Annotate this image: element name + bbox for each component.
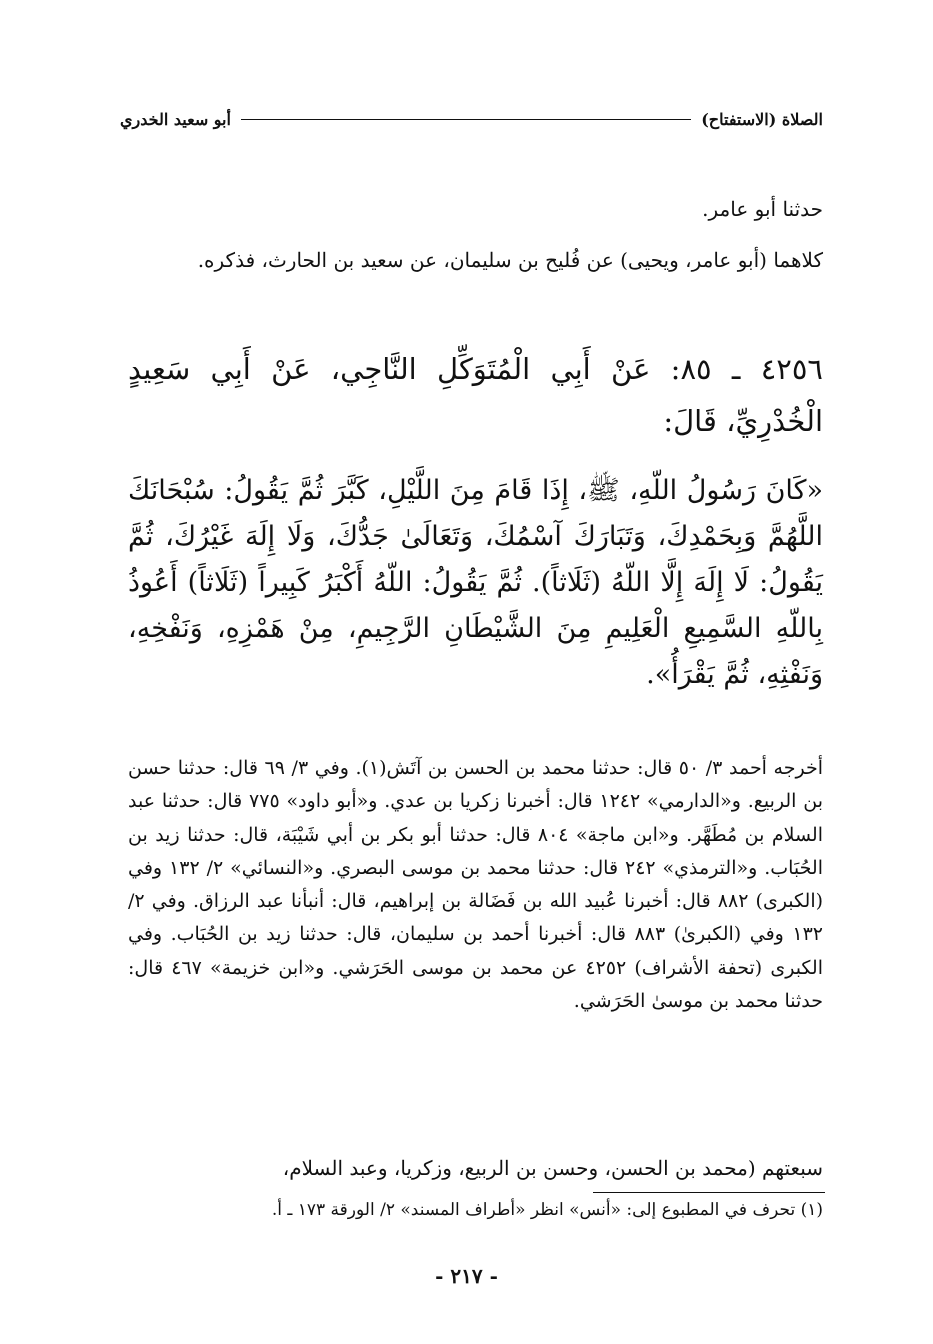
footnote: (١) تحرف في المطبوع إلى: «أنس» انظر «أطراف المسند» ٢/ الورقة ١٧٣ ـ أ.	[271, 1200, 823, 1220]
footnote-rule	[593, 1192, 825, 1193]
narrators-summary-line: سبعتهم (محمد بن الحسن، وحسن بن الربيع، وزكريا، وعبد السلام،	[282, 1156, 823, 1180]
companion-name: أبو سعيد الخدري	[120, 109, 231, 129]
header-rule	[241, 119, 691, 120]
chain-both-line: كلاهما (أبو عامر، ويحيى) عن فُليح بن سليمان، عن سعيد بن الحارث، فذكره.	[197, 248, 823, 272]
running-header	[120, 104, 823, 134]
takhrij-paragraph: أخرجه أحمد ٣/ ٥٠ قال: حدثنا محمد بن الحسن بن آتَش(١). وفي ٣/ ٦٩ قال: حدثنا حسن بن الربيع. و«الدارمي» ١٢٤٢ قال: أخبرنا زكريا بن عدي. و«أبو داود» ٧٧٥ قال: حدثنا عبد السلام بن مُطَهَّر. و«ابن ماجة» ٨٠٤ قال: حدثنا أبو بكر بن أبي شَيْبَة، قال: حدثنا زيد بن الحُبَاب. و«الترمذي» ٢٤٢ قال: حدثنا محمد بن موسى البصري. و«النسائي» ٢/ ١٣٢ وفي (الكبرى) ٨٨٢ قال: أخبرنا عُبيد الله بن فَضَالة بن إبراهيم، قال: أنبأنا عبد الرزاق. وفي ٢/ ١٣٢ وفي (الكبرىٰ) ٨٨٣ قال: أخبرنا أحمد بن سليمان، قال: حدثنا زيد بن الحُبَاب. وفي الكبرى (تحفة الأشراف) ٤٢٥٢ عن محمد بن موسى الحَرَشي. و«ابن خزيمة» ٤٦٧ قال: حدثنا محمد بن موسىٰ الحَرَشي.	[128, 757, 824, 1013]
intro-line: حدثنا أبو عامر.	[702, 197, 823, 221]
hadith-text: «كَانَ رَسُولُ اللّهِ، ﷺ، إِذَا قَامَ مِنَ اللَّيْلِ، كَبَّرَ ثُمَّ يَقُولُ: سُبْحَانَكَ اللَّهُمَّ وَبِحَمْدِكَ، وَتَبَارَكَ آسْمُكَ، وَتَعَالَىٰ جَدُّكَ، وَلَا إِلَهَ غَيْرُكَ، ثُمَّ يَقُولُ: لَا إِلَهَ إِلَّا اللّهُ (ثَلَاثاً). ثُمَّ يَقُولُ: اللّهُ أَكْبَرُ كَبِيراً (ثَلَاثاً) أَعُوذُ بِاللّهِ السَّمِيعِ الْعَلِيمِ مِنَ الشَّيْطَانِ الرَّجِيمِ، مِنْ هَمْزِهِ، وَنَفْخِهِ، وَنَفْثِهِ، ثُمَّ يَقْرَأُ».	[128, 475, 823, 690]
section-title: الصلاة (الاستفتاح)	[701, 109, 823, 129]
page-number: - ٢١٧ -	[435, 1264, 498, 1288]
hadith-heading: ٤٢٥٦ ـ ٨٥: عَنْ أَبِي الْمُتَوَكِّلِ النَّاجِي، عَنْ أَبِي سَعِيدٍ الْخُدْرِيِّ، قَالَ:	[128, 352, 823, 438]
